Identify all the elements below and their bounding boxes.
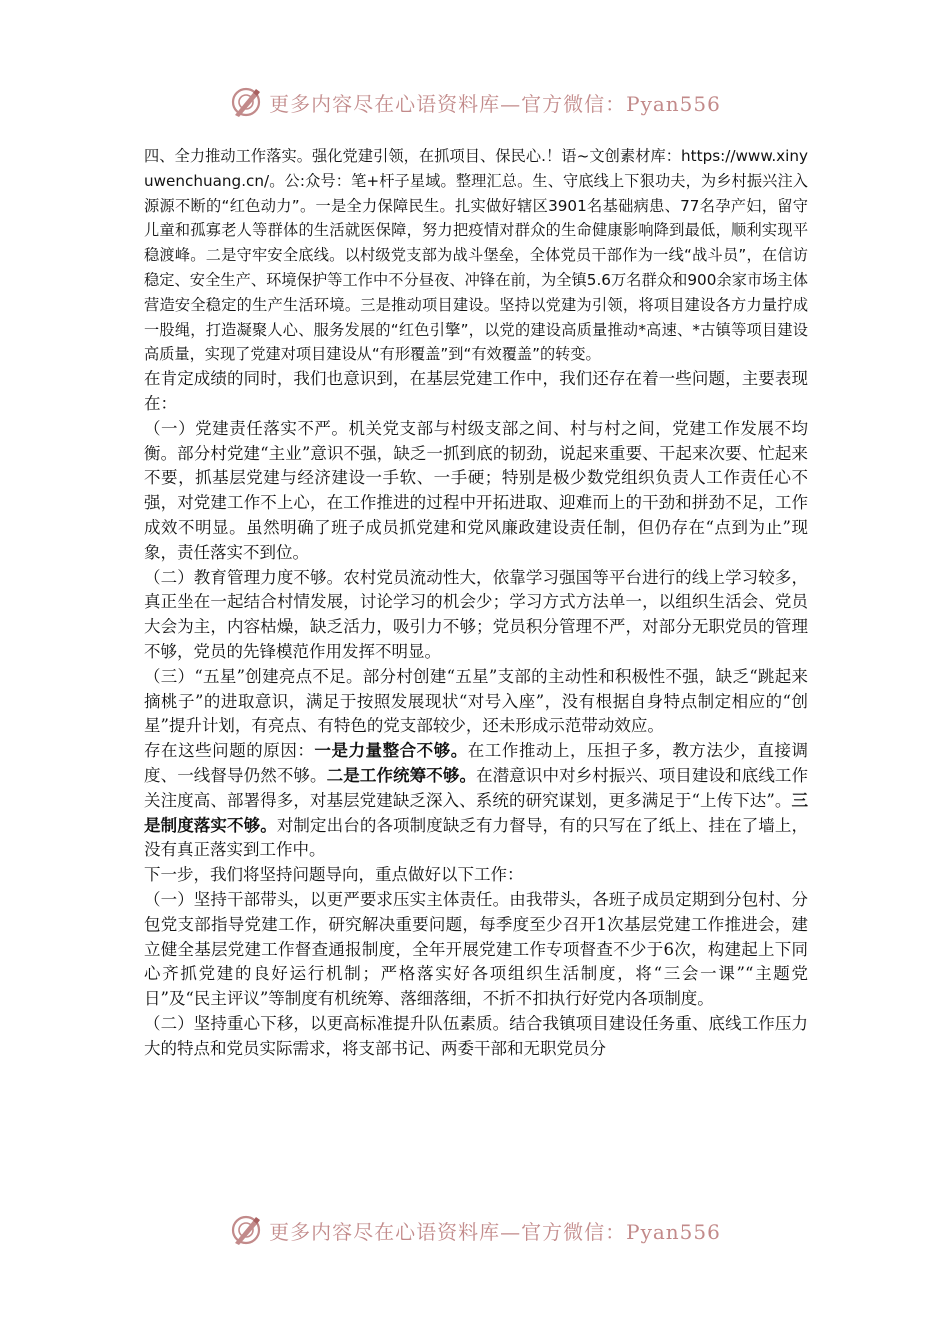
paragraph: 四、全力推动工作落实。强化党建引领，在抓项目、保民心.！语~文创素材库：https://www.xinyuwenchuang.cn/。公:众号：笔+杆子星域。整理汇总。生、守底线上下狠功夫，为乡村振兴注入源源不断的“红色动力”。一是全力保障民生。扎实做好辖区3901名基础病患、77名孕产妇，留守儿童和孤寡老人等群体的生活就医保障，努力把疫情对群众的生命健康影响降到最低，顺利实现平稳渡峰。二是守牢安全底线。以村级党支部为战斗堡垒，全体党员干部作为一线“战斗员”，在信访稳定、安全生产、环境保护等工作中不分昼夜、冲锋在前，为全镇5.6万名群众和900余家市场主体营造安全稳定的生产生活环境。三是推动项目建设。坚持以党建为引领，将项目建设各方力量拧成一股绳，打造凝聚人心、服务发展的“红色引擎”，以党的建设高质量推动*高速、*古镇等项目建设高质量，实现了党建对项目建设从“有形覆盖”到“有效覆盖”的转变。 xyxy=(144,147,808,364)
paragraph: （二）坚持重心下移，以更高标准提升队伍素质。结合我镇项目建设任务重、底线工作压力大的特点和党员实际需求，将支部书记、两委干部和无职党员分 xyxy=(144,1013,808,1058)
header-watermark-banner xyxy=(0,82,950,122)
watermark-text: 更多内容尽在心语资料库—官方微信：Pyan556 xyxy=(269,91,721,116)
text-run: 在工作推动上，压担子多，教方法少，直接调度、一线督导仍然不够。 xyxy=(144,741,809,785)
bold-phrase: 一是力量整合不够。 xyxy=(314,741,468,761)
paragraph: （三）“五星”创建亮点不足。部分村创建“五星”支部的主动性和积极性不强，缺乏“跳起来摘桃子”的进取意识，满足于按照发展现状“对号入座”，没有根据自身特点制定相应的“创星”提升计划，有亮点、有特色的党支部较少，还未形成示范带动效应。 xyxy=(144,666,808,736)
document-body xyxy=(144,144,808,1061)
paragraph xyxy=(144,739,808,863)
paragraph: （一）坚持干部带头，以更严要求压实主体责任。由我带头，各班子成员定期到分包村、分包党支部指导党建工作，研究解决重要问题，每季度至少召开1次基层党建工作推进会，建立健全基层党建工作督查通报制度，全年开展党建工作专项督查不少于6次，构建起上下同心齐抓党建的良好运行机制；严格落实好各项组织生活制度，将“三会一课”“主题党日”及“民主评议”等制度有机统筹、落细落细，不折不扣执行好党内各项制度。 xyxy=(144,889,808,1009)
text-run: 对制定出台的各项制度缺乏有力督导，有的只写在了纸上、挂在了墙上，没有真正落实到工作中。 xyxy=(144,815,809,860)
paragraph: 下一步，我们将坚持问题导向，重点做好以下工作： xyxy=(144,865,524,885)
bold-phrase: 三是制度落实不够。 xyxy=(144,790,808,835)
bold-phrase: 二是工作统筹不够。 xyxy=(326,765,477,785)
paragraph: 在肯定成绩的同时，我们也意识到，在基层党建工作中，我们还存在着一些问题，主要表现在： xyxy=(144,369,808,413)
footer-watermark-banner xyxy=(0,1210,950,1250)
paragraph: （二）教育管理力度不够。农村党员流动性大，依靠学习强国等平台进行的线上学习较多，真正坐在一起结合村情发展，讨论学习的机会少；学习方式方法单一，以组织生活会、党员大会为主，内容枯燥，缺乏活力，吸引力不够；党员积分管理不严，对部分无职党员的管理不够，党员的先锋模范作用发挥不明显。 xyxy=(144,567,808,661)
watermark-text: 更多内容尽在心语资料库—官方微信：Pyan556 xyxy=(269,1219,721,1244)
pen-circle-logo-icon xyxy=(229,1213,263,1247)
pen-circle-logo-icon xyxy=(229,85,263,119)
text-run: 在潜意识中对乡村振兴、项目建设和底线工作关注度高、部署得多，对基层党建缺乏深入、系统的研究谋划，更多满足于“上传下达”。 xyxy=(144,765,809,810)
text-run: 存在这些问题的原因： xyxy=(144,741,315,761)
paragraph: （一）党建责任落实不严。机关党支部与村级支部之间、村与村之间，党建工作发展不均衡。部分村党建“主业”意识不强，缺乏一抓到底的韧劲，说起来重要、干起来次要、忙起来不要，抓基层党建与经济建设一手软、一手硬；特别是极少数党组织负责人工作责任心不强，对党建工作不上心，在工作推进的过程中开拓进取、迎难而上的干劲和拼劲不足，工作成效不明显。虽然明确了班子成员抓党建和党风廉政建设责任制，但仍存在“点到为止”现象，责任落实不到位。 xyxy=(144,418,808,562)
